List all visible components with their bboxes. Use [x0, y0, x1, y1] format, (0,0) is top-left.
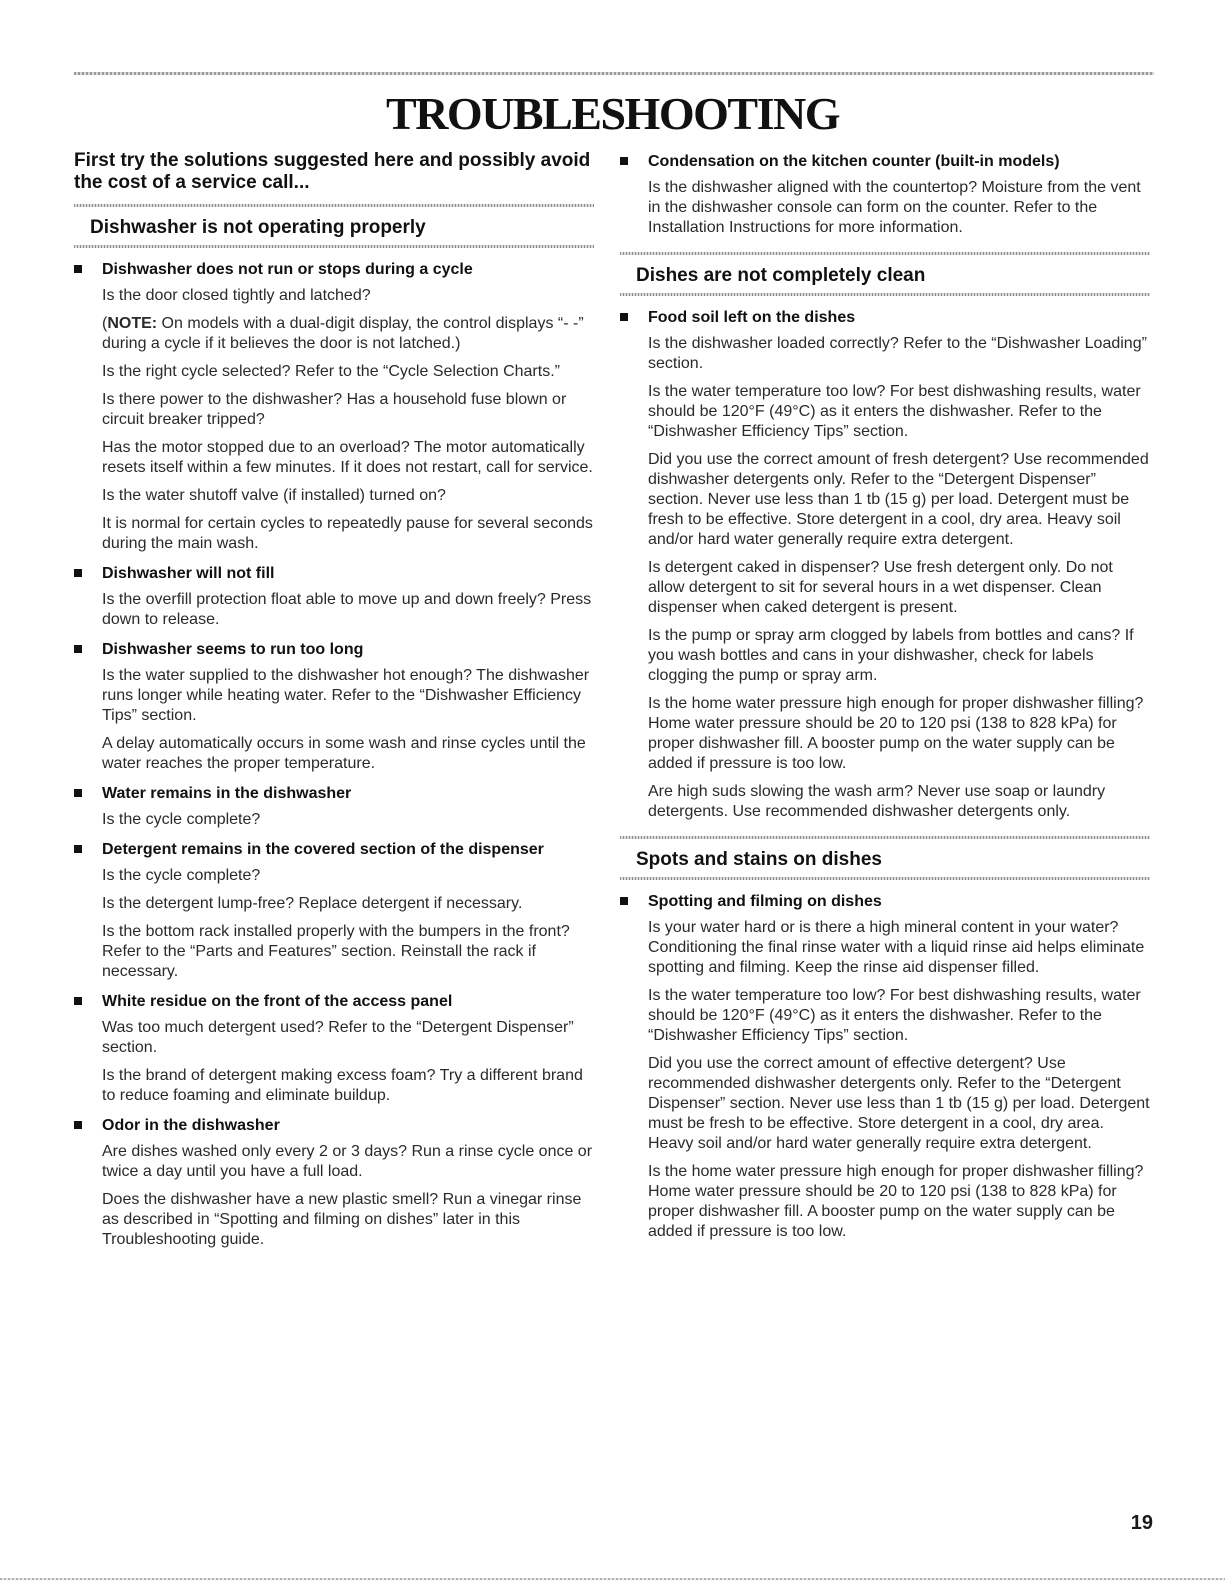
solution-text: Is the cycle complete?	[102, 811, 261, 828]
bullet-icon	[620, 157, 628, 165]
problem-title: Condensation on the kitchen counter (built-in models)	[648, 153, 1060, 170]
left-column	[74, 150, 594, 1258]
solution-text: Was too much detergent used? Refer to the “Detergent Dispenser” section.	[102, 1019, 574, 1056]
problem-item	[74, 992, 594, 1106]
right-column	[620, 152, 1150, 1250]
problem-title: Dishwasher will not fill	[102, 565, 275, 582]
note-label: NOTE:	[107, 315, 158, 332]
solution-text: Is the water supplied to the dishwasher hot enough? The dishwasher runs longer while heating water. Refer to the “Dishwasher Efficiency Tips” section.	[102, 667, 590, 724]
section-heading: Spots and stains on dishes	[636, 849, 882, 870]
top-rule	[74, 72, 1154, 75]
solution-text: Is the brand of detergent making excess foam? Try a different brand to reduce foaming and eliminate buildup.	[102, 1067, 583, 1104]
problem-title: Detergent remains in the covered section of the dispenser	[102, 841, 544, 858]
problem-item	[74, 564, 594, 630]
problem-item	[620, 308, 1150, 822]
section-not-clean	[620, 252, 1150, 296]
solution-text: Is your water hard or is there a high mineral content in your water? Conditioning the final rinse water with a liquid rinse aid helps eliminate spotting and filming. Keep the rinse aid dispenser filled.	[648, 919, 1145, 976]
section-spots-stains	[620, 836, 1150, 880]
section-divider	[620, 293, 1150, 296]
bullet-icon	[74, 789, 82, 797]
section-heading: Dishwasher is not operating properly	[90, 217, 426, 238]
intro-text: First try the solutions suggested here and possibly avoid the cost of a service call...	[74, 150, 591, 193]
solution-text: Is the water temperature too low? For best dishwashing results, water should be 120°F (49°C) as it enters the dishwasher. Refer to the “Dishwasher Efficiency Tips” section.	[648, 383, 1141, 440]
solution-text: Did you use the correct amount of fresh detergent? Use recommended dishwasher detergents only. Refer to the “Detergent Dispenser” section. Never use less than 1 tb (15 g) per load. Detergent must be fresh to be effective. Store detergent in a cool, dry area. Heavy soil and/or hard water generally require extra detergent.	[648, 451, 1149, 548]
bottom-rule	[0, 1578, 1225, 1580]
solution-text: Are high suds slowing the wash arm? Never use soap or laundry detergents. Use recommended dishwasher detergents only.	[648, 783, 1106, 820]
problem-title: Dishwasher seems to run too long	[102, 641, 364, 658]
bullet-icon	[74, 1121, 82, 1129]
problem-title: Spotting and filming on dishes	[648, 893, 882, 910]
solution-text: Are dishes washed only every 2 or 3 days? Run a rinse cycle once or twice a day until you have a full load.	[102, 1143, 593, 1180]
solution-text: It is normal for certain cycles to repeatedly pause for several seconds during the main wash.	[102, 515, 593, 552]
solution-text: Is the dishwasher loaded correctly? Refer to the “Dishwasher Loading” section.	[648, 335, 1147, 372]
problem-item	[620, 152, 1150, 238]
problem-title: Water remains in the dishwasher	[102, 785, 352, 802]
problem-title: Odor in the dishwasher	[102, 1117, 280, 1134]
bullet-icon	[74, 997, 82, 1005]
problem-item	[74, 1116, 594, 1250]
solution-text: Does the dishwasher have a new plastic smell? Run a vinegar rinse as described in “Spotting and filming on dishes” later in this Troubleshooting guide.	[102, 1191, 582, 1248]
solution-text: Is the home water pressure high enough for proper dishwasher filling? Home water pressure should be 20 to 120 psi (138 to 828 kPa) for proper dishwasher fill. A booster pump on the water supply can be added if pressure is too low.	[648, 1163, 1144, 1240]
page-number: 19	[1130, 1512, 1153, 1534]
note-body: On models with a dual-digit display, the control displays “- -” during a cycle if it believes the door is not latched.)	[102, 315, 584, 352]
bullet-icon	[74, 265, 82, 273]
solution-text: Is the detergent lump-free? Replace detergent if necessary.	[102, 895, 523, 912]
solution-text: Is the water shutoff valve (if installed) turned on?	[102, 487, 446, 504]
solution-text: Has the motor stopped due to an overload? The motor automatically resets itself within a few minutes. If it does not restart, call for service.	[102, 439, 593, 476]
page-title: TROUBLESHOOTING	[386, 88, 839, 139]
solution-text: Is the dishwasher aligned with the countertop? Moisture from the vent in the dishwasher console can form on the counter. Refer to the Installation Instructions for more information.	[648, 179, 1141, 236]
bullet-icon	[620, 313, 628, 321]
solution-text: Is the home water pressure high enough for proper dishwasher filling? Home water pressure should be 20 to 120 psi (138 to 828 kPa) for proper dishwasher fill. A booster pump on the water supply can be added if pressure is too low.	[648, 695, 1144, 772]
problem-title: Dishwasher does not run or stops during a cycle	[102, 261, 473, 278]
note-text: (NOTE: On models with a dual-digit display, the control displays “- -” during a cycle if it believes the door is not latched.)	[102, 315, 584, 352]
bullet-icon	[74, 645, 82, 653]
solution-text: Is the overfill protection float able to move up and down freely? Press down to release.	[102, 591, 592, 628]
solution-text: Is the door closed tightly and latched?	[102, 287, 371, 304]
solution-text: Is the water temperature too low? For best dishwashing results, water should be 120°F (49°C) as it enters the dishwasher. Refer to the “Dishwasher Efficiency Tips” section.	[648, 987, 1141, 1044]
problem-item	[620, 892, 1150, 1242]
section-not-operating	[74, 204, 594, 248]
section-divider	[620, 877, 1150, 880]
problem-item	[74, 640, 594, 774]
solution-text: Is there power to the dishwasher? Has a household fuse blown or circuit breaker tripped?	[102, 391, 567, 428]
bullet-icon	[620, 897, 628, 905]
bullet-icon	[74, 569, 82, 577]
bullet-icon	[74, 845, 82, 853]
section-heading: Dishes are not completely clean	[636, 265, 926, 286]
solution-text: Is the right cycle selected? Refer to the “Cycle Selection Charts.”	[102, 363, 560, 380]
solution-text: Is the pump or spray arm clogged by labels from bottles and cans? If you wash bottles and cans in your dishwasher, check for labels clogging the pump or spray arm.	[648, 627, 1134, 684]
problem-item	[74, 260, 594, 554]
solution-text: Is detergent caked in dispenser? Use fresh detergent only. Do not allow detergent to sit for several hours in a wet dispenser. Clean dispenser when caked detergent is present.	[648, 559, 1113, 616]
problem-item	[74, 840, 594, 982]
solution-text: Is the cycle complete?	[102, 867, 261, 884]
solution-text: Is the bottom rack installed properly with the bumpers in the front? Refer to the “Parts and Features” section. Reinstall the rack if necessary.	[102, 923, 570, 980]
problem-title: Food soil left on the dishes	[648, 309, 856, 326]
solution-text: Did you use the correct amount of effective detergent? Use recommended dishwasher detergents only. Refer to the “Detergent Dispenser” section. Never use less than 1 tb (15 g) per load. Detergent must be fresh to be effective. Store detergent in a cool, dry area. Heavy soil and/or hard water generally require extra detergent.	[648, 1055, 1150, 1152]
problem-title: White residue on the front of the access panel	[102, 993, 453, 1010]
solution-text: A delay automatically occurs in some wash and rinse cycles until the water reaches the proper temperature.	[102, 735, 586, 772]
problem-item	[74, 784, 594, 830]
section-divider	[74, 245, 594, 248]
